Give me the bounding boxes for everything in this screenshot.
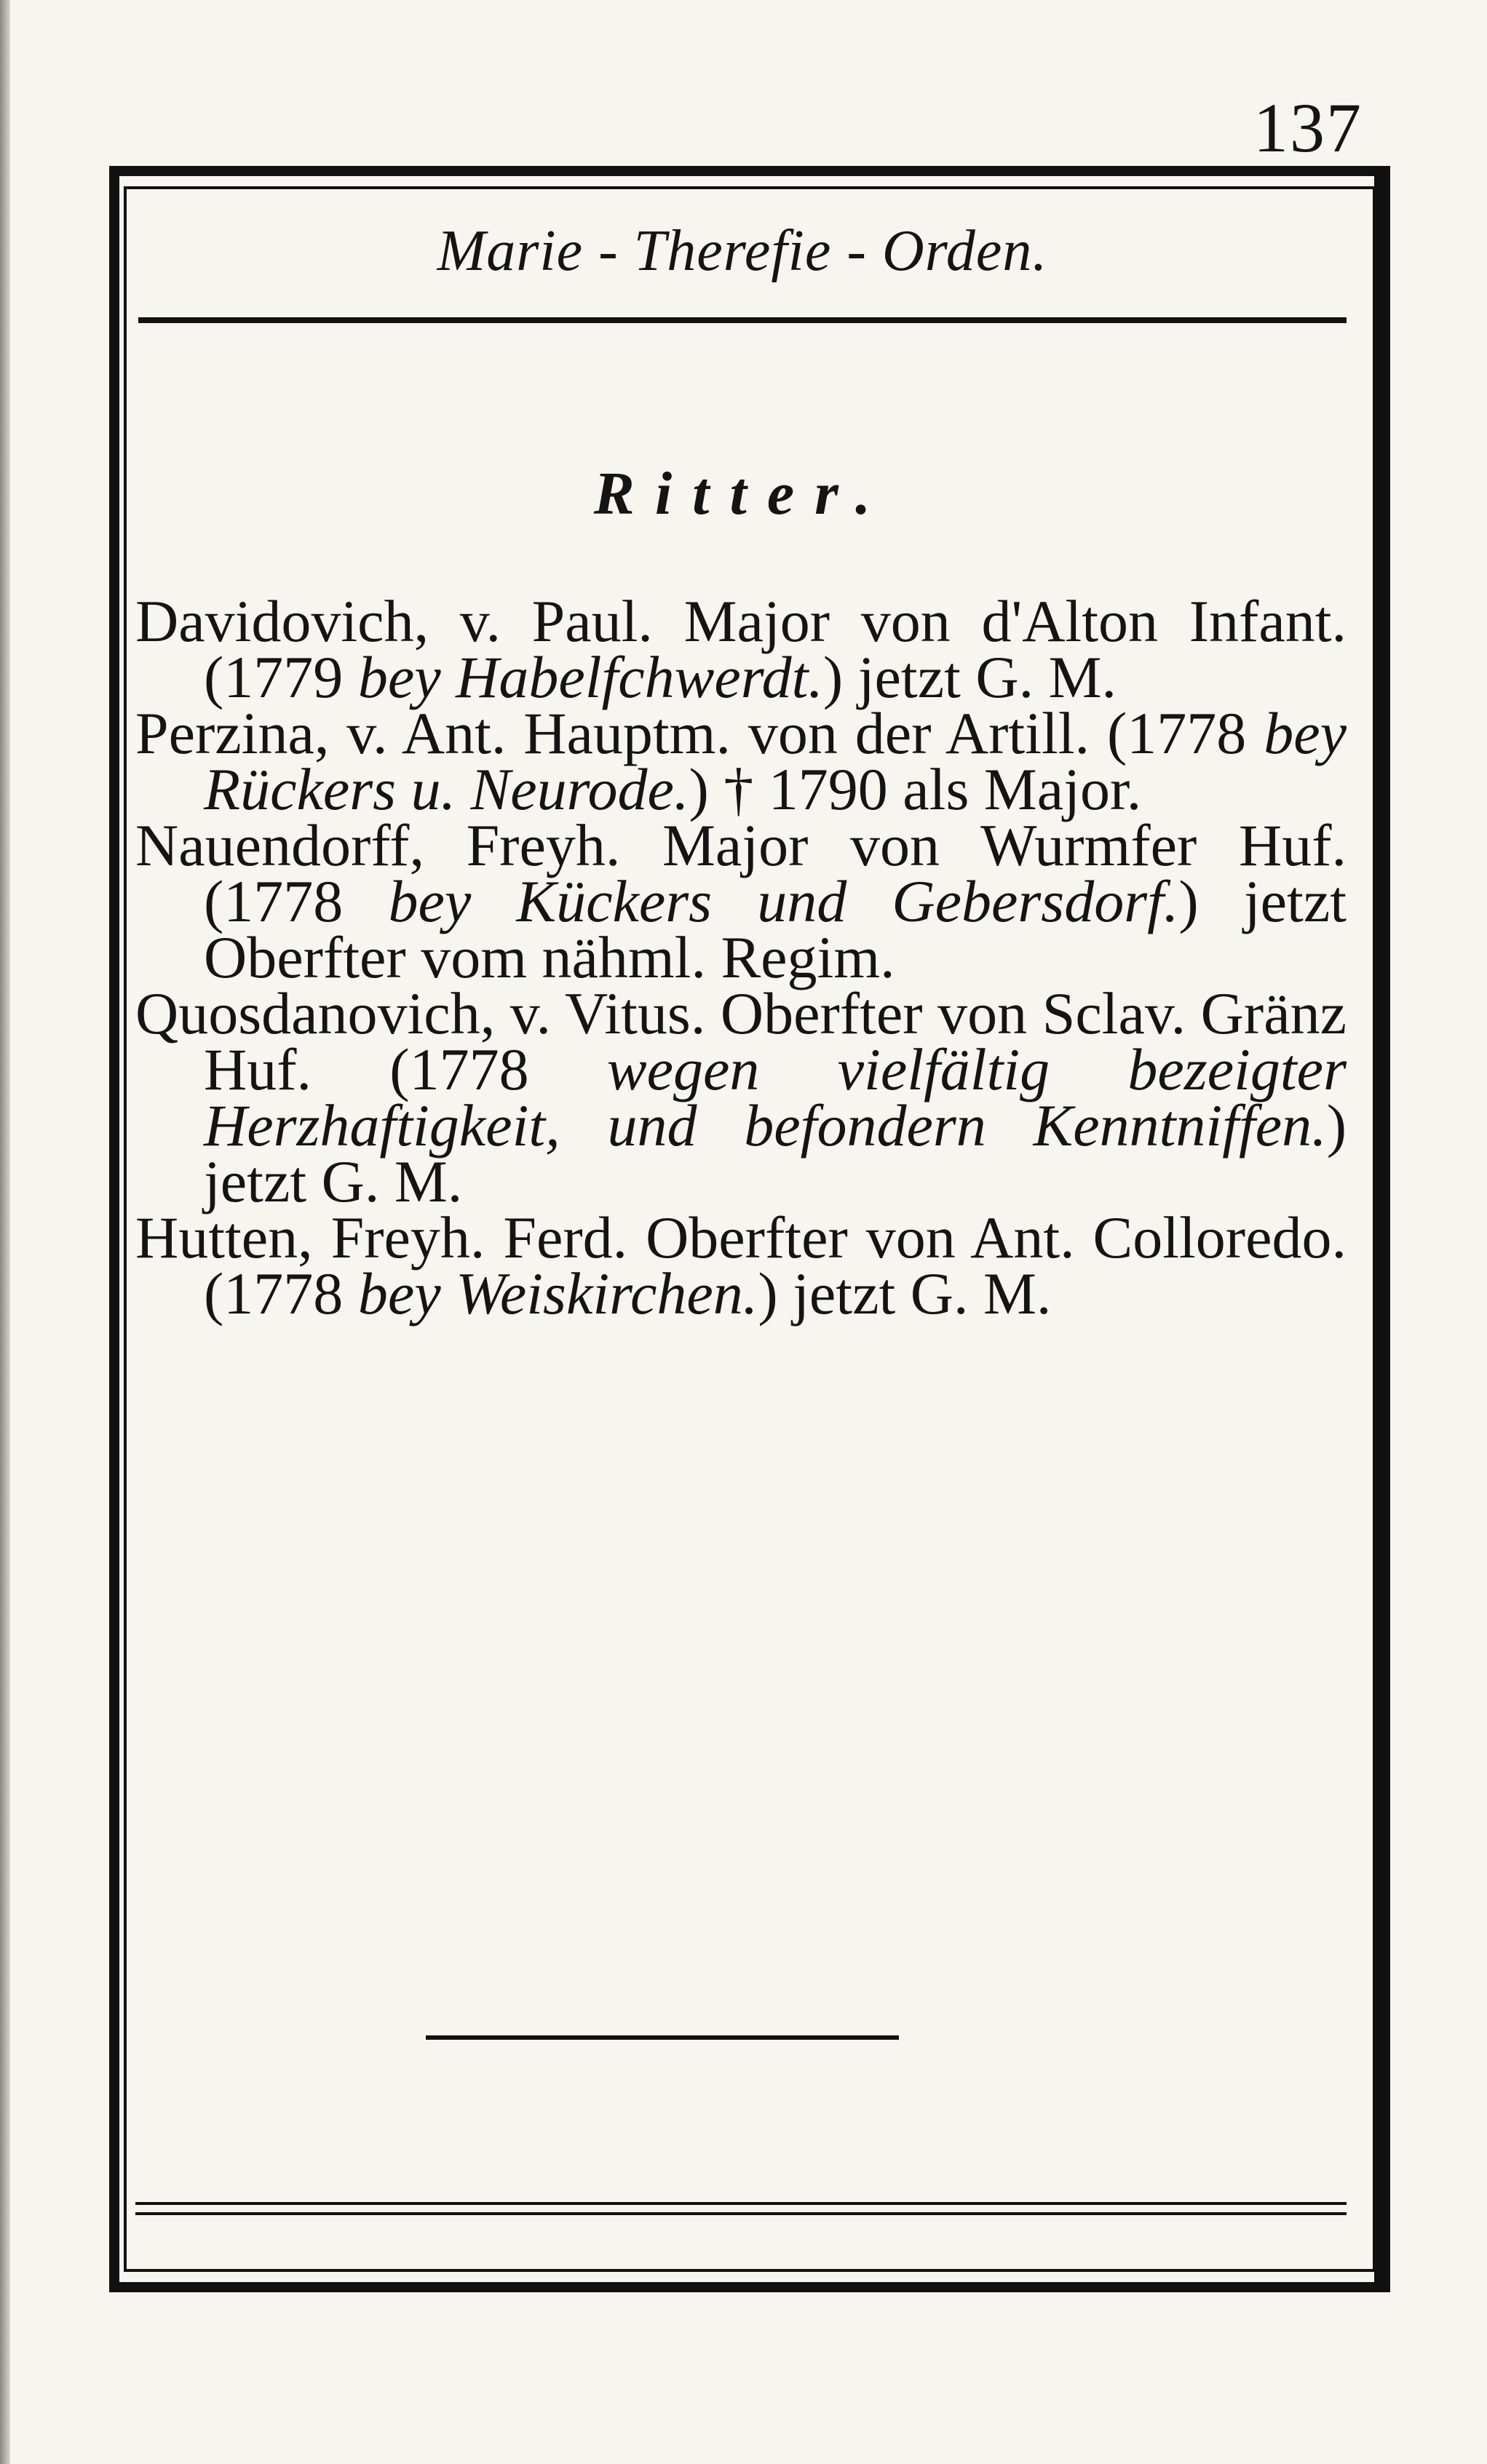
entry-tail: ) † 1790 als Major. (689, 756, 1142, 822)
entry-tail: ) jetzt Oberfter vom nähml. Regim. (204, 868, 1347, 990)
entry-italic: bey Rückers u. Neurode. (204, 700, 1347, 822)
entry-tail: ) jetzt G. M. (204, 1092, 1347, 1215)
entry-tail: ) jetzt G. M. (822, 644, 1117, 710)
entry-italic: bey Kückers und Gebersdorf. (388, 868, 1179, 934)
entry-lead: Perzina, v. Ant. Hauptm. von der Artill. (1778 (135, 700, 1264, 766)
entry-list (135, 588, 1347, 1327)
footer-rule (135, 2202, 1347, 2205)
entry-lead: Davidovich, v. Paul. Major von d'Alton Infant. (1779 (135, 588, 1347, 710)
entry (135, 980, 1347, 1215)
entry-tail: ) jetzt G. M. (758, 1260, 1052, 1327)
entry (135, 1204, 1347, 1327)
entry (135, 588, 1347, 710)
entry-lead: Hutten, Freyh. Ferd. Oberfter von Ant. Colloredo. (1778 (135, 1204, 1347, 1327)
entry-italic: bey Habelfchwerdt. (357, 644, 823, 710)
entry (135, 700, 1347, 822)
page-number: 137 (1253, 89, 1363, 167)
header-rule (138, 317, 1347, 323)
entry-italic: wegen vielfältig bezeigter Herzhaftigkeit, und befondern Kenntniffen. (204, 1036, 1347, 1159)
entry (135, 812, 1347, 990)
section-title: Ritter. (593, 460, 892, 528)
end-rule (426, 2035, 899, 2040)
footer-rule-2 (135, 2212, 1347, 2215)
running-header: Marie - Therefie - Orden. (437, 219, 1048, 283)
entry-lead: Nauendorff, Freyh. Major von Wurmfer Huf. (1778 (135, 812, 1347, 934)
entry-lead: Quosdanovich, v. Vitus. Oberfter von Sclav. Gränz Huf. (1778 (135, 980, 1347, 1102)
entry-italic: bey Weiskirchen. (357, 1260, 758, 1327)
page-gutter-edge (0, 0, 10, 2464)
